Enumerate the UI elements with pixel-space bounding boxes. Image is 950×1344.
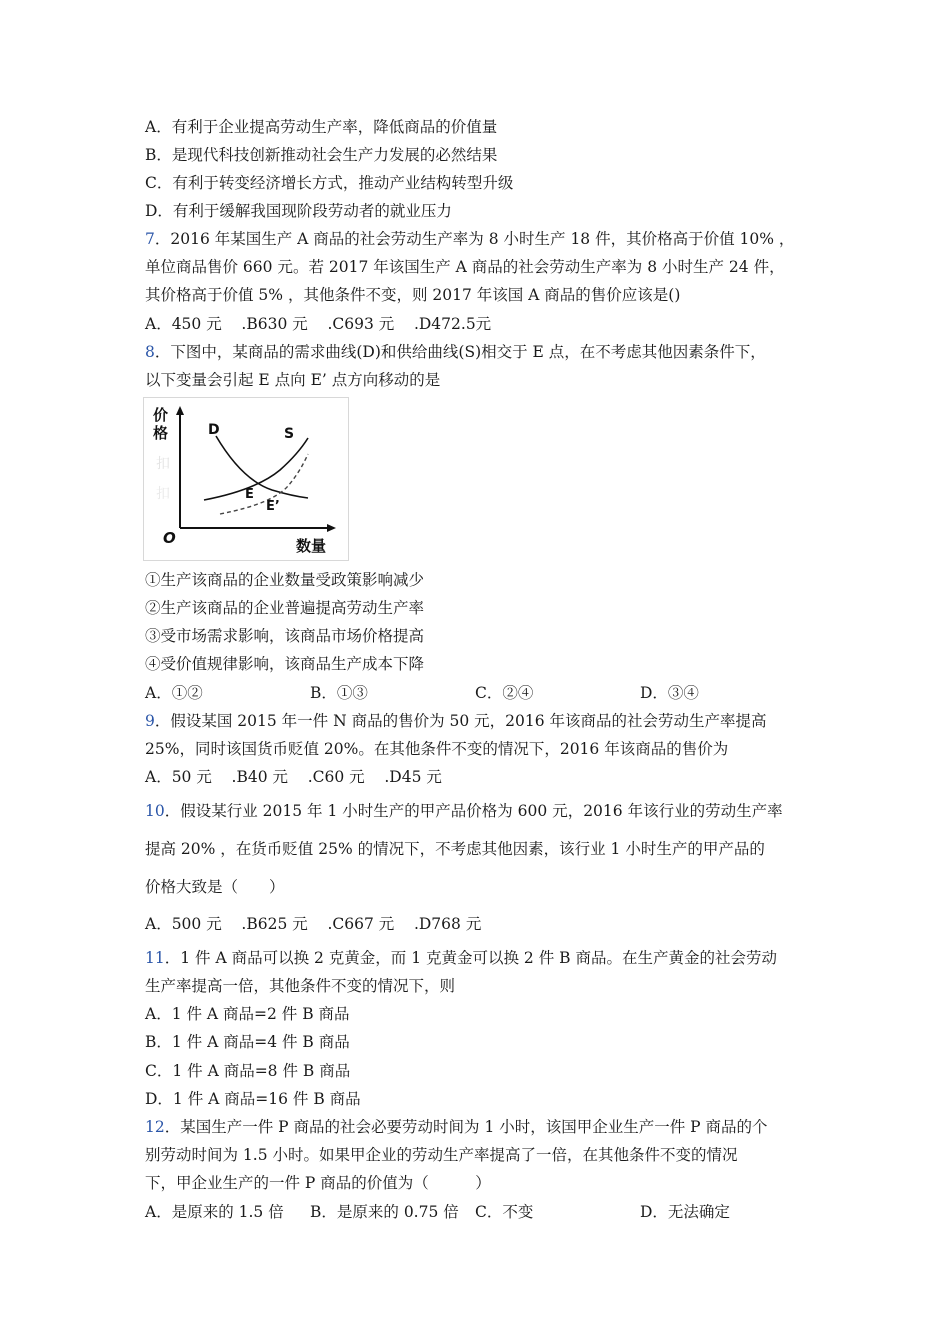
origin-label: O <box>163 529 176 547</box>
q9-line-1: 9．假设某国 2015 年一件 N 商品的售价为 50 元，2016 年该商品的社会劳动生产率提高 <box>145 712 767 730</box>
q6-option-b: B．是现代科技创新推动社会生产力发展的必然结果 <box>145 146 498 164</box>
q8-option-a: A．①② <box>145 684 203 702</box>
q11-line-2: 生产率提高一倍，其他条件不变的情况下，则 <box>145 977 456 995</box>
q7-number: 7 <box>145 230 155 248</box>
supply-curve <box>204 438 308 500</box>
q11-option-a: A．1 件 A 商品=2 件 B 商品 <box>145 1005 350 1023</box>
q10-line-3: 价格大致是（ ） <box>145 878 285 896</box>
q6-option-c: C．有利于转变经济增长方式，推动产业结构转型升级 <box>145 174 514 192</box>
q8-option-d: D．③④ <box>640 684 699 702</box>
demand-curve <box>216 436 308 498</box>
q8-item-1: ①生产该商品的企业数量受政策影响减少 <box>145 571 425 589</box>
q10-options: A．500 元 .B625 元 .C667 元 .D768 元 <box>145 915 482 933</box>
q11-line-1: 11．1 件 A 商品可以换 2 克黄金，而 1 克黄金可以换 2 件 B 商品。在生产黄金的社会劳动 <box>145 949 777 967</box>
q8-option-b: B．①③ <box>310 684 368 702</box>
y-label-1: 价 <box>153 406 169 424</box>
q7-line-1: 7．2016 年某国生产 A 商品的社会劳动生产率为 8 小时生产 18 件，其价格高于价值 10% ， <box>145 230 795 248</box>
q10-line-2: 提高 20% ，在货币贬值 25% 的情况下，不考虑其他因素，该行业 1 小时生产的甲产品的 <box>145 840 765 858</box>
q8-item-4: ④受价值规律影响，该商品生产成本下降 <box>145 655 425 673</box>
q6-option-d: D．有利于缓解我国现阶段劳动者的就业压力 <box>145 202 452 220</box>
q8-item-3: ③受市场需求影响，该商品市场价格提高 <box>145 627 425 645</box>
q9-line-2: 25%，同时该国货币贬值 20%。在其他条件不变的情况下，2016 年该商品的售价为 <box>145 740 729 758</box>
q8-option-c: C．②④ <box>475 684 534 702</box>
q11-number: 11 <box>145 949 165 967</box>
q12-number: 12 <box>145 1118 165 1136</box>
shifted-supply-curve <box>220 454 308 514</box>
x-label: 数量 <box>296 537 327 555</box>
e-prime-label: E’ <box>266 499 280 514</box>
q9-number: 9 <box>145 712 155 730</box>
q12-option-d: D．无法确定 <box>640 1203 730 1221</box>
q12-line-2: 别劳动时间为 1.5 小时。如果甲企业的劳动生产率提高了一倍，在其他条件不变的情况 <box>145 1146 738 1164</box>
q12-line-3: 下，甲企业生产的一件 P 商品的价值为（ ） <box>145 1174 491 1192</box>
q11-option-d: D．1 件 A 商品=16 件 B 商品 <box>145 1090 361 1108</box>
q12-line-1: 12．某国生产一件 P 商品的社会必要劳动时间为 1 小时，该国甲企业生产一件 P 商品的个 <box>145 1118 768 1136</box>
supply-demand-figure <box>143 397 349 561</box>
q8-item-2: ②生产该商品的企业普遍提高劳动生产率 <box>145 599 425 617</box>
q6-option-a: A．有利于企业提高劳动生产率，降低商品的价值量 <box>145 118 498 136</box>
d-label: D <box>208 422 220 438</box>
x-axis-arrow <box>327 524 336 532</box>
y-label-2: 格 <box>153 424 169 442</box>
q12-option-b: B．是原来的 0.75 倍 <box>310 1203 459 1221</box>
e-label: E <box>245 487 254 502</box>
q12-option-a: A．是原来的 1.5 倍 <box>145 1203 284 1221</box>
q8-line-2: 以下变量会引起 E 点向 E’ 点方向移动的是 <box>145 371 441 389</box>
q10-number: 10 <box>145 802 165 820</box>
svg-text:扣: 扣 <box>156 486 170 502</box>
q8-line-1: 8．下图中，某商品的需求曲线(D)和供给曲线(S)相交于 E 点，在不考虑其他因素条件下， <box>145 343 766 361</box>
q9-options: A．50 元 .B40 元 .C60 元 .D45 元 <box>145 768 442 786</box>
q11-option-c: C．1 件 A 商品=8 件 B 商品 <box>145 1062 351 1080</box>
q7-line-2: 单位商品售价 660 元。若 2017 年该国生产 A 商品的社会劳动生产率为 8 小时生产 24 件， <box>145 258 785 276</box>
svg-text:扣: 扣 <box>156 456 170 472</box>
q12-option-c: C．不变 <box>475 1203 534 1221</box>
q10-line-1: 10．假设某行业 2015 年 1 小时生产的甲产品价格为 600 元，2016 年该行业的劳动生产率 <box>145 802 783 820</box>
q11-option-b: B．1 件 A 商品=4 件 B 商品 <box>145 1033 350 1051</box>
s-label: S <box>284 426 295 442</box>
q8-number: 8 <box>145 343 155 361</box>
q7-line-3: 其价格高于价值 5% ，其他条件不变，则 2017 年该国 A 商品的售价应该是() <box>145 286 681 304</box>
q7-options: A．450 元 .B630 元 .C693 元 .D472.5元 <box>145 315 492 333</box>
y-axis-arrow <box>176 406 184 415</box>
